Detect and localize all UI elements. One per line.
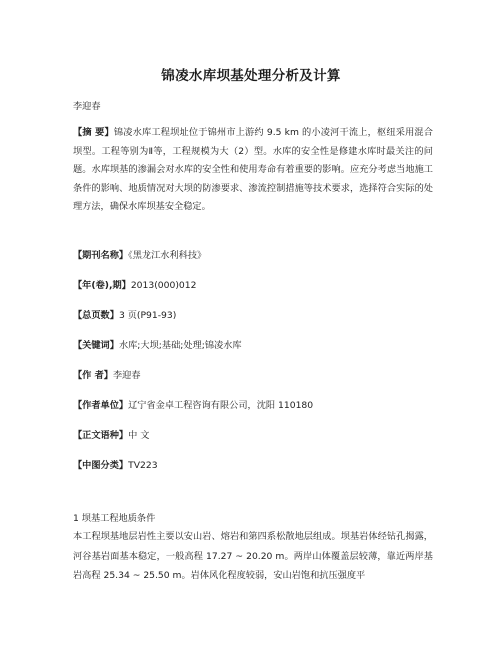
meta-classification — [73, 457, 158, 471]
meta-label: 【关键词】 — [73, 340, 119, 351]
meta-label: 【作 者】 — [73, 370, 113, 381]
meta-label: 【期刊名称】 — [73, 250, 129, 261]
meta-value: 中 文 — [128, 430, 150, 441]
abstract — [73, 124, 433, 217]
author-line: 李迎春 — [73, 101, 101, 112]
meta-keywords — [73, 337, 242, 351]
meta-volume-issue — [73, 277, 196, 291]
paper-title: 锦凌水库坝基处理分析及计算 — [161, 68, 341, 84]
meta-value: 3 页(P91-93) — [118, 310, 177, 321]
meta-label: 【中图分类】 — [73, 460, 129, 471]
body-paragraph: 本工程坝基地层岩性主要以安山岩、熔岩和第四系松散地层组成。坝基岩体经钻孔揭露，河谷基岩面基本稳定，一般高程 17.27 ~ 20.20 m。两岸山体覆盖层较薄，靠近两岸基岩高程 25.34 ~ 25.50 m。岩体风化程度较弱，安山岩饱和抗压强度平 — [73, 531, 433, 581]
meta-value: 水库;大坝;基础;处理;锦凌水库 — [118, 340, 242, 351]
meta-label: 【年(卷),期】 — [73, 280, 131, 291]
meta-author — [73, 367, 141, 381]
meta-value: TV223 — [128, 460, 158, 471]
meta-value: 辽宁省金卓工程咨询有限公司，沈阳 110180 — [128, 400, 314, 411]
meta-affiliation — [73, 397, 313, 411]
meta-language — [73, 427, 149, 441]
abstract-label: 【摘 要】 — [73, 127, 114, 138]
section-heading: 1 坝基工程地质条件 — [73, 513, 156, 524]
meta-value: 李迎春 — [112, 370, 141, 381]
abstract-text: 锦凌水库工程坝址位于锦州市上游约 9.5 km 的小凌河干流上，枢纽采用混合坝型。工程等别为Ⅱ等，工程规模为大（2）型。水库的安全性是修建水库时最关注的问题。水库坝基的渗漏会对水库的安全性和使用寿命有着重要的影响。应充分考虑当地施工条件的影响、地质情况对大坝的防渗要求、渗流控制措施等技术要求，选择符合实际的处理方法，确保水库坝基安全稳定。 — [73, 127, 433, 213]
meta-value: 《黑龙江水利科技》 — [128, 250, 207, 261]
meta-journal — [73, 247, 206, 261]
meta-label: 【作者单位】 — [73, 400, 129, 411]
meta-label: 【正文语种】 — [73, 430, 129, 441]
meta-value: 2013(000)012 — [130, 280, 197, 291]
meta-page-count — [73, 307, 176, 321]
meta-label: 【总页数】 — [73, 310, 119, 321]
